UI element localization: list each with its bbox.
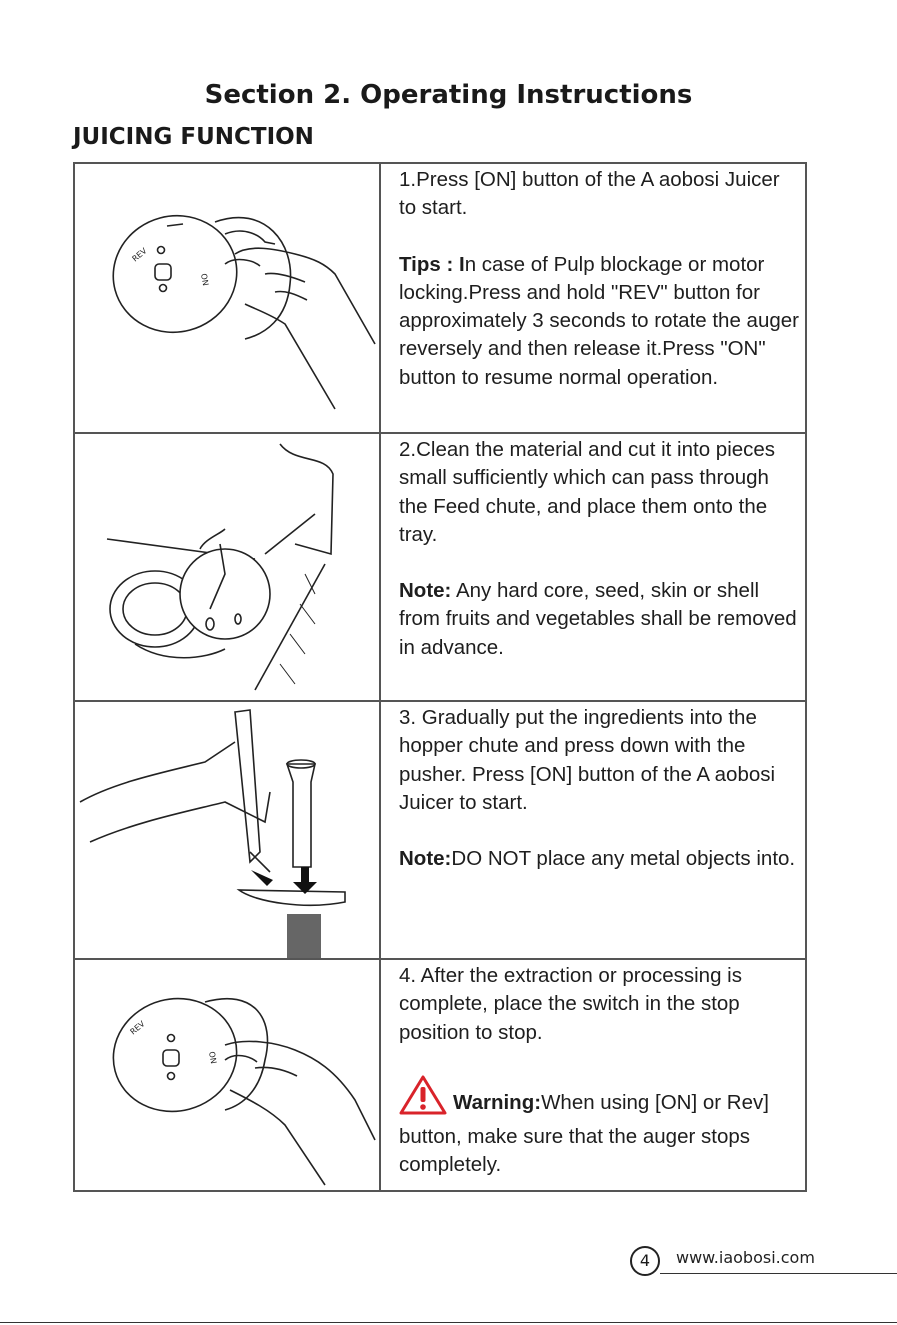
step-3-label: Note: <box>399 847 452 871</box>
sub-title: JUICING FUNCTION <box>73 124 314 150</box>
dial-rev-label: REV <box>130 246 149 264</box>
step-2-body: Any hard core, seed, skin or shell from fruits and vegetables shall be removed in advance. <box>399 579 797 659</box>
dial-rev-label-2: REV <box>128 1019 147 1037</box>
step-1-text <box>399 166 799 392</box>
step-3-body: DO NOT place any metal objects into. <box>451 847 796 871</box>
step-1-label: Tips : I <box>399 252 465 276</box>
step-row-1 <box>75 164 805 434</box>
footer-divider <box>660 1273 897 1274</box>
step-2-label: Note: <box>399 579 452 603</box>
step-4-illustration <box>75 960 381 1190</box>
instructions-table <box>73 162 807 1192</box>
step-3-text <box>399 704 799 873</box>
step-4-text <box>399 962 799 1180</box>
step-4-warning <box>399 1075 799 1180</box>
section-title: Section 2. Operating Instructions <box>204 80 693 110</box>
page-number: 4 <box>630 1246 660 1276</box>
step-2-text <box>399 436 799 662</box>
step-row-3 <box>75 702 805 960</box>
step-1-tips <box>399 251 799 392</box>
step-4-body: When using [ON] or Rev] button, make sure that the auger stops completely. <box>399 1090 769 1177</box>
dial-on-label-2: ON <box>207 1050 219 1065</box>
step-1-main: 1.Press [ON] button of the A aobosi Juicer to start. <box>399 168 780 220</box>
cutting-fruit-icon <box>75 434 379 700</box>
page-bottom-divider <box>0 1322 897 1323</box>
juicer-stop-button-icon <box>75 960 379 1188</box>
step-1-illustration <box>75 164 381 432</box>
footer-url[interactable]: www.iaobosi.com <box>676 1248 815 1267</box>
hopper-pusher-icon <box>75 702 379 958</box>
dial-on-label: ON <box>199 272 211 287</box>
step-row-4 <box>75 960 805 1190</box>
step-3-main: 3. Gradually put the ingredients into the hopper chute and press down with the pusher. Press [ON] button of the A aobosi Juicer to start. <box>399 706 776 814</box>
step-4-main: 4. After the extraction or processing is complete, place the switch in the stop position to stop. <box>399 964 742 1044</box>
step-2-note <box>399 577 799 662</box>
step-2-illustration <box>75 434 381 700</box>
juicer-on-button-icon <box>75 164 379 432</box>
step-1-body: n case of Pulp blockage or motor locking.Press and hold "REV" button for approximately 3 seconds to rotate the auger reversely and then release it.Press "ON" button to resume normal operation. <box>399 252 799 389</box>
step-4-label: Warning: <box>453 1090 542 1114</box>
step-3-illustration <box>75 702 381 958</box>
step-3-note <box>399 845 799 873</box>
step-2-main: 2.Clean the material and cut it into pieces small sufficiently which can pass through the Feed chute, and place them onto the tray. <box>399 438 776 546</box>
warning-icon <box>399 1075 447 1123</box>
step-row-2 <box>75 434 805 702</box>
